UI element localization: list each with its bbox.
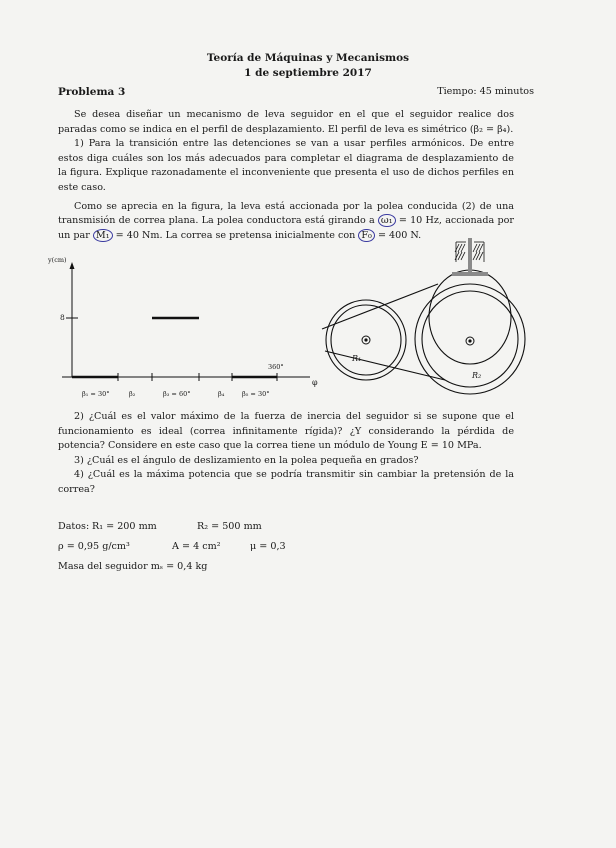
driver-radius-label: R₁ bbox=[352, 354, 362, 363]
question-1: 1) Para la transición entre las detenciones se van a usar perfiles armónicos. De entre estos diga cuáles son los más adecuados para completar el diagrama de desplazamiento de la figura. Explique razonadamente el inconveniente que presenta el uso de dichos perfiles en este caso. bbox=[58, 138, 514, 193]
y-tick-label: 8 bbox=[60, 313, 65, 322]
follower-flat-face bbox=[452, 272, 488, 276]
segment-beta1: β₁ = 30° bbox=[82, 390, 110, 398]
x-axis-label: φ bbox=[312, 378, 318, 387]
y-axis-label: y(cm) bbox=[48, 256, 67, 264]
y-axis-arrow bbox=[70, 262, 75, 269]
driver-shaft-center bbox=[364, 338, 367, 341]
data-r2: R₂ = 500 mm bbox=[197, 521, 262, 532]
transmission-text-a: Como se aprecia en la figura, la leva está accionada por la polea conducida (2) de una transmisión de correa plana. La polea conductora está girando a bbox=[58, 200, 514, 227]
driven-radius-label: R₂ bbox=[472, 371, 482, 380]
intro-paragraph: Se desea diseñar un mecanismo de leva seguidor en el que el seguidor realice dos paradas como se indica en el perfil de desplazamiento. El perfil de leva es simétrico (β₂ = β₄). bbox=[58, 109, 514, 135]
belt-top bbox=[322, 284, 438, 329]
question-2: 2) ¿Cuál es el valor máximo de la fuerza de inercia del seguidor si se supone que el funcionamiento es ideal (correa infinitamente rígida)? ¿Y considerando la pérdida de potencia? Considere en este caso que la correa tiene un módulo de Young E = 10 MPa. bbox=[58, 411, 514, 452]
segment-beta2: β₂ bbox=[129, 390, 136, 398]
data-area: A = 4 cm² bbox=[172, 541, 221, 552]
data-friction: μ = 0,3 bbox=[250, 541, 286, 552]
pretension-symbol: F₀ bbox=[358, 229, 375, 242]
cam-shaft-center bbox=[468, 339, 471, 342]
end-angle-label: 360° bbox=[268, 363, 284, 371]
time-limit: Tiempo: 45 minutos bbox=[437, 86, 534, 97]
segment-beta4: β₄ bbox=[218, 390, 225, 398]
question-3: 3) ¿Cuál es el ángulo de deslizamiento en la polea pequeña en grados? bbox=[74, 454, 419, 466]
transmission-text-c: = 40 Nm. La correa se pretensa inicialmente con bbox=[112, 229, 359, 241]
problem-number: Problema 3 bbox=[58, 86, 126, 98]
question-4: 4) ¿Cuál es la máxima potencia que se podría transmitir sin cambiar la pretensión de la correa? bbox=[58, 469, 514, 495]
driven-pulley bbox=[422, 291, 518, 387]
torque-symbol: M₁ bbox=[93, 229, 113, 242]
course-title: Teoría de Máquinas y Mecanismos bbox=[206, 52, 410, 64]
data-r1: R₁ = 200 mm bbox=[92, 521, 157, 532]
data-label: Datos: bbox=[58, 521, 90, 532]
transmission-text-d: = 400 N. bbox=[374, 229, 422, 241]
exam-date: 1 de septiembre 2017 bbox=[244, 67, 372, 79]
segment-beta3: β₃ = 60° bbox=[163, 390, 191, 398]
questions bbox=[58, 410, 514, 498]
segment-beta5: β₅ = 30° bbox=[242, 390, 270, 398]
follower-stem bbox=[468, 238, 472, 276]
transmission-text-b: = 10 Hz, accionada por un par bbox=[58, 215, 514, 241]
data-mass: Masa del seguidor mₛ = 0,4 kg bbox=[58, 561, 208, 572]
data-density: ρ = 0,95 g/cm³ bbox=[58, 541, 130, 552]
omega-symbol: ω₁ bbox=[378, 214, 396, 227]
